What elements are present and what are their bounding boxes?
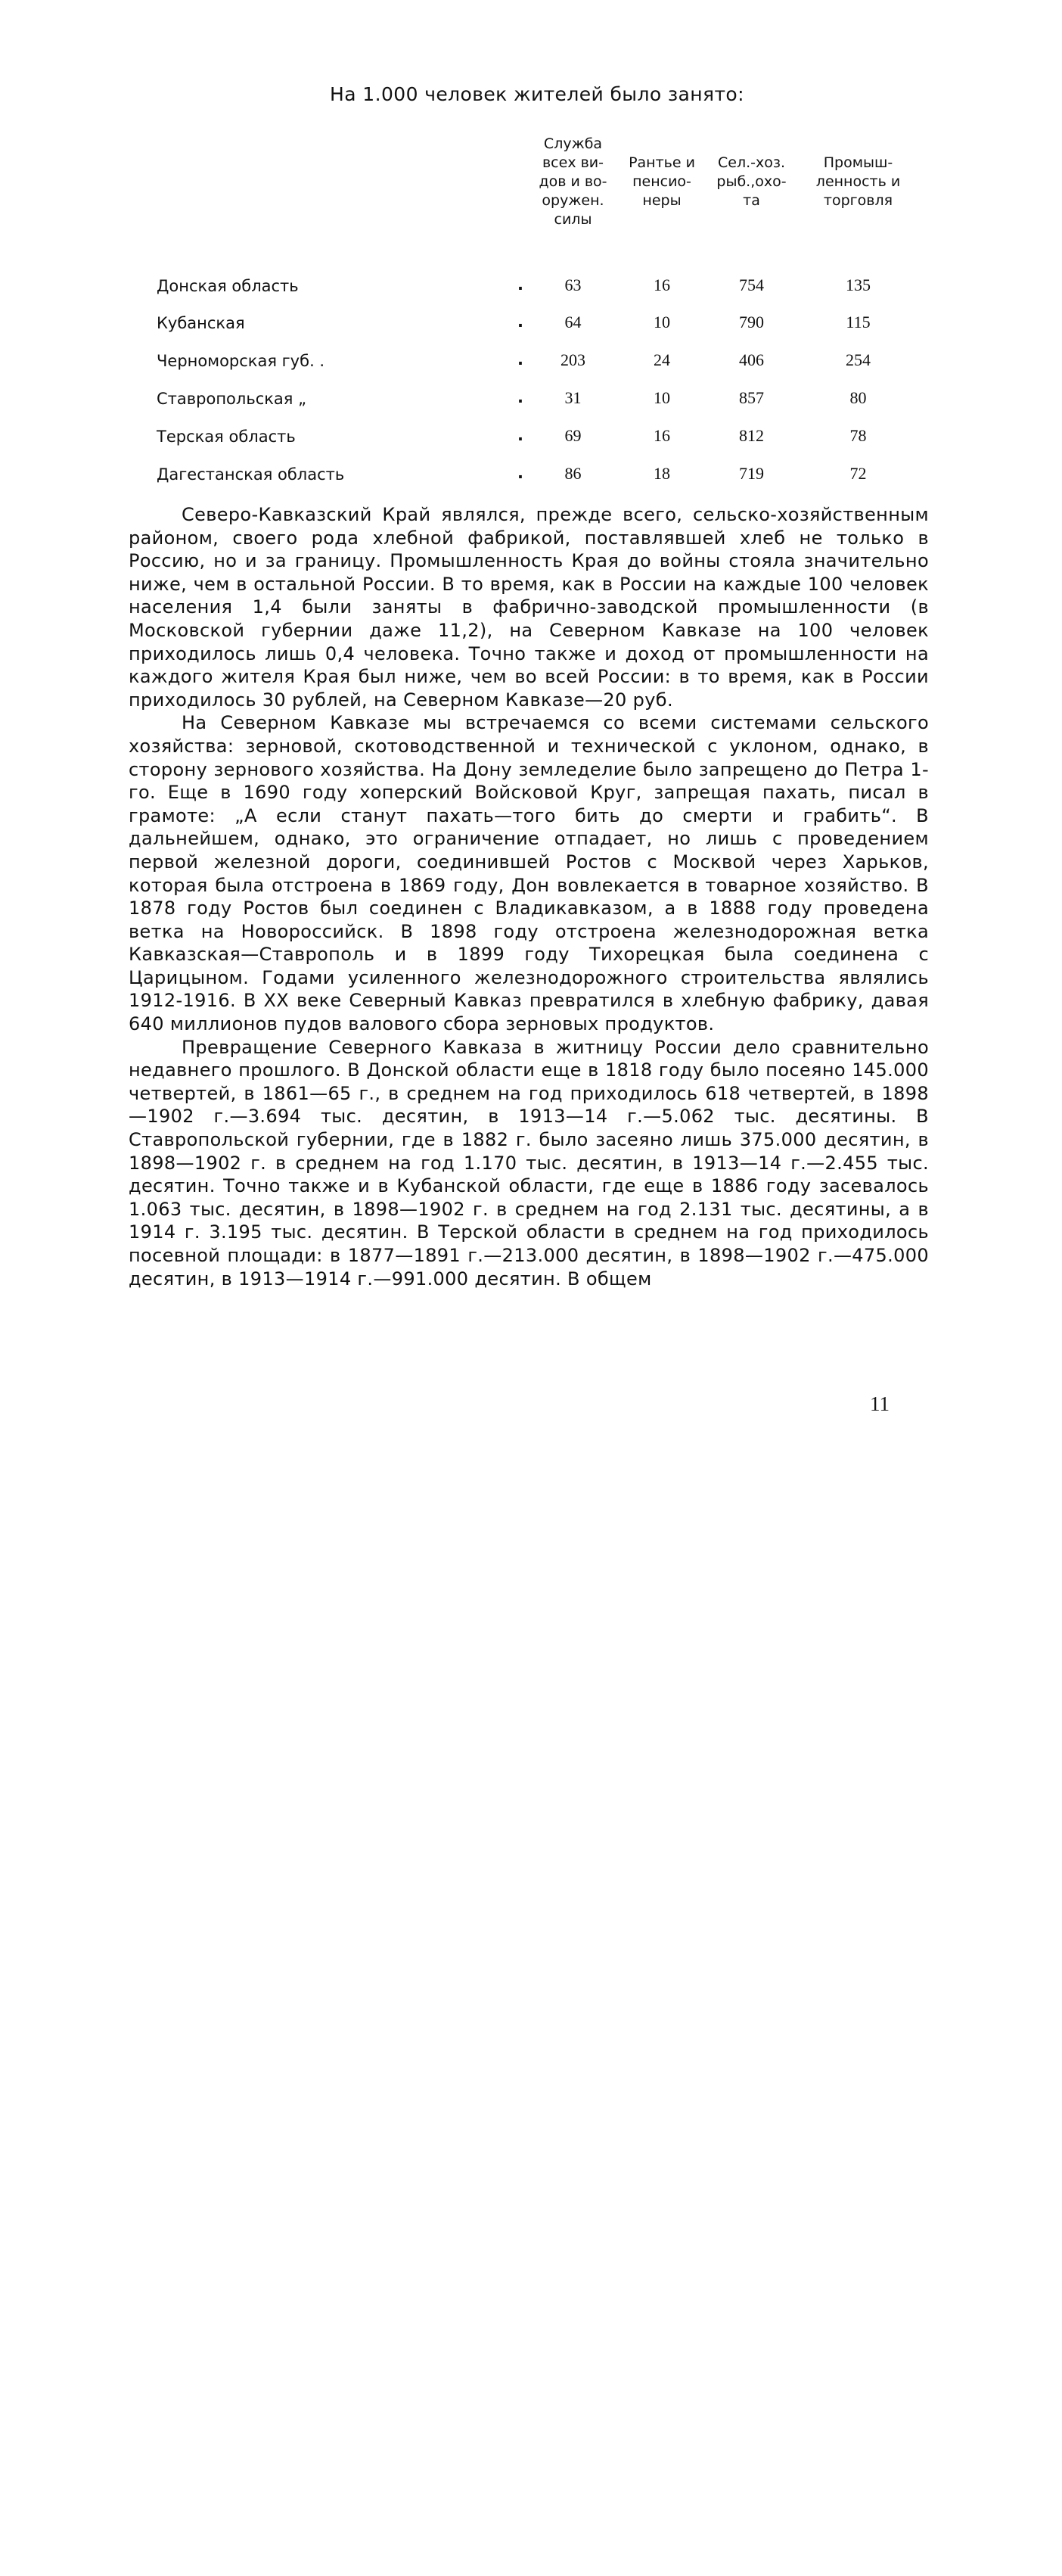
header-rentiers-line: Рантье и	[629, 154, 695, 171]
cell-value: 719	[739, 464, 764, 483]
paragraph: Превращение Северного Кавказа в житницу России дело сравнительно недавнего прошлого. В Донской области еще в 1818 году было посеяно 145.000 четвертей, в 1861—65 г., в среднем на год приходилось 618 четвертей, в 1898—1902 г.—3.694 тыс. десятин, в 1913—14 г.—5.062 тыс. десятины. В Ставропольской губернии, где в 1882 г. было засеяно лишь 375.000 десятин, в 1898—1902 г. в среднем на год 1.170 тыс. десятин, в 1913—14 г.—2.455 тыс. десятин. Точно также и в Кубанской области, где еще в 1886 году засевалось 1.063 тыс. десятин, в 1898—1902 г. в среднем на год 2.131 тыс. десятины, а в 1914 г. 3.195 тыс. десятин. В Терской области в среднем на год приходилось посевной площади: в 1877—1891 г.—213.000 десятин, в 1898—1902 г.—475.000 десятин, в 1913—1914 г.—991.000 десятин. В общем	[129, 1036, 929, 1290]
header-military-line: всех ви-	[542, 154, 604, 171]
leader-dot: .	[517, 350, 523, 369]
cell-value: 80	[849, 388, 867, 407]
table-right-rule	[0, 2209, 2, 2576]
header-military-line: дов и во-	[539, 173, 607, 190]
cell-value: 18	[654, 464, 670, 483]
cell-value: 115	[846, 313, 871, 331]
paragraph: Северо-Кавказский Край являлся, прежде всего, сельско-хозяйственным районом, своего рода хлебной фабрикой, поставлявшей хлеб не только в Россию, но и за границу. Промышленность Края до войны стояла значительно ниже, чем в остальной России. В то время, как в России на каждые 100 человек населения 1,4 были заняты в фабрично-заводской промышленности (в Московской губернии даже 11,2), на Северном Кавказе на 100 человек приходилось лишь 0,4 человека. Точно также и доход от промышленности на каждого жителя Края был ниже, чем во всей России: в то время, как в России приходилось 30 рублей, на Северном Кавказе—20 руб.	[129, 504, 929, 711]
cell-value: 16	[654, 275, 670, 294]
cell-value: 754	[739, 275, 764, 294]
table-col-rule-1	[0, 1108, 2, 1475]
page-number: 11	[870, 1392, 890, 1415]
header-industry-line: Промыш-	[823, 154, 893, 171]
header-military-line: оружен.	[542, 192, 604, 209]
cell-value: 72	[849, 464, 867, 483]
header-rentiers-line: пенсио-	[632, 173, 691, 190]
header-industry-line: торговля	[823, 192, 893, 209]
row-region: Терская область	[157, 428, 296, 446]
header-industry	[797, 154, 919, 210]
cell-value: 10	[654, 313, 670, 331]
table-divider-rule	[0, 374, 2, 741]
table-caption: На 1.000 человек жителей было занято:	[330, 83, 744, 105]
cell-value: 812	[739, 426, 764, 445]
paragraph: На Северном Кавказе мы встречаемся со всеми системами сельского хозяйства: зерновой, скотоводственной и технической с уклоном, однако, в сторону зернового хозяйства. На Дону земледелие было запрещено до Петра 1-го. Еще в 1690 году хоперский Войсковой Круг, запрещая пахать, писал в грамоте: „А если станут пахать—того бить до смерти и грабить“. В дальнейшем, однако, это ограничение отпадает, но лишь с проведением первой железной дороги, соединившей Ростов с Москвой через Харьков, которая была отстроена в 1869 году, Дон вовлекается в товарное хозяйство. В 1878 году Ростов был соединен с Владикавказом, а в 1888 году проведена ветка на Новороссийск. В 1898 году отстроена железнодорожная ветка Кавказская—Ставрополь и в 1899 году Тихорецкая была соединена с Царицыном. Годами усиленного железнодорожного строительства являлись 1912-1916. В XX веке Северный Кавказ превратился в хлебную фабрику, давая 640 миллионов пудов валового сбора зерновых продуктов.	[129, 712, 929, 1035]
cell-value: 64	[564, 313, 582, 331]
header-rentiers	[618, 154, 706, 210]
header-military-line: Служба	[543, 135, 603, 152]
cell-value: 203	[560, 350, 585, 369]
cell-value: 86	[564, 464, 582, 483]
cell-value: 78	[849, 426, 867, 445]
table-col-rule-2	[0, 1475, 2, 1842]
row-region: Кубанская	[157, 314, 245, 332]
cell-value: 63	[564, 275, 582, 294]
cell-value: 254	[846, 350, 871, 369]
header-military	[529, 135, 616, 229]
header-industry-line: ленность и	[815, 173, 901, 190]
row-region: Черноморская губ. .	[157, 352, 325, 370]
header-rentiers-line: неры	[642, 192, 682, 209]
header-agriculture	[707, 154, 796, 210]
leader-dot: .	[517, 426, 523, 444]
cell-value: 24	[654, 350, 670, 369]
table-header-rule-2	[0, 5, 412, 7]
cell-value: 857	[739, 388, 764, 407]
table-col-rule-3	[0, 1842, 2, 2209]
row-region: Донская область	[157, 277, 299, 295]
row-region: Ставропольская „	[157, 390, 306, 408]
body-text	[129, 503, 929, 1290]
leader-dot: .	[517, 464, 523, 482]
header-agriculture-line: рыб.,охо-	[716, 173, 787, 190]
row-region: Дагестанская область	[157, 465, 345, 484]
table-left-rule	[0, 7, 2, 374]
cell-value: 69	[564, 426, 582, 445]
cell-value: 790	[739, 313, 764, 331]
leader-dot: .	[517, 313, 523, 331]
cell-value: 135	[846, 275, 871, 294]
cell-value: 10	[654, 388, 670, 407]
header-agriculture-line: та	[743, 192, 760, 209]
header-agriculture-line: Сел.-хоз.	[717, 154, 785, 171]
leader-dot: .	[517, 275, 523, 294]
cell-value: 16	[654, 426, 670, 445]
cell-value: 406	[739, 350, 764, 369]
leader-dot: .	[517, 388, 523, 406]
header-military-line: силы	[554, 211, 592, 228]
cell-value: 31	[564, 388, 582, 407]
table-divider-rule-2	[0, 741, 2, 1108]
